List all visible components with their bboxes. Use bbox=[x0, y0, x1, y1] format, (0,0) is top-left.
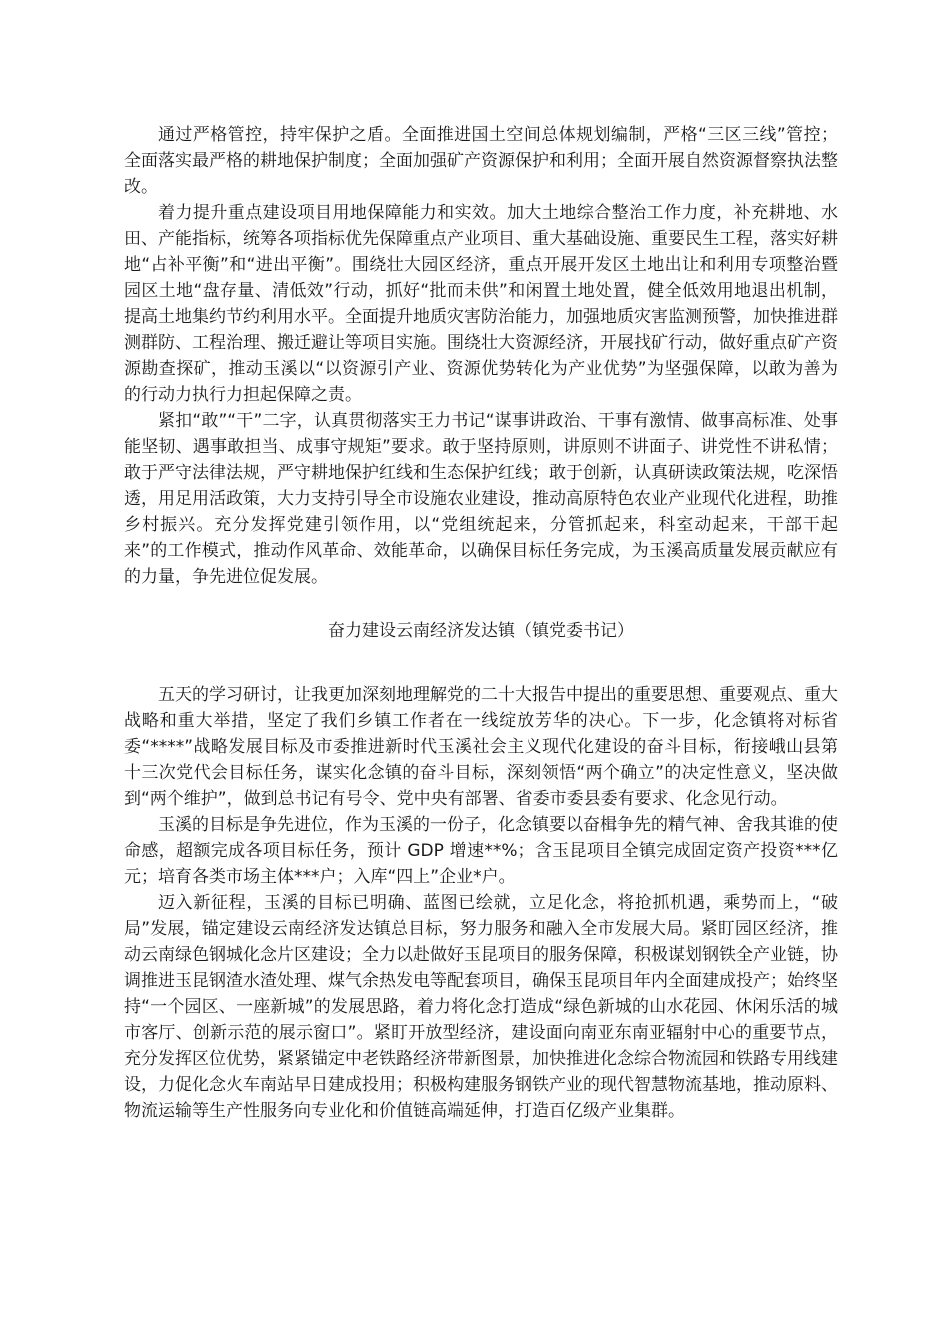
paragraph: 迈入新征程，玉溪的目标已明确、蓝图已绘就，立足化念，将抢抓机遇，乘势而上，“破局”发展，锚定建设云南经济发达镇总目标，努力服务和融入全市发展大局。紧盯园区经济，推动云南绿色钢城化念片区建设；全力以赴做好玉昆项目的服务保障，积极谋划钢铁全产业链，协调推进玉昆钢渣水渣处理、煤气余热发电等配套项目，确保玉昆项目年内全面建成投产；始终坚持“一个园区、一座新城”的发展思路，着力将化念打造成“绿色新城的山水花园、休闲乐活的城市客厅、创新示范的展示窗口”。紧盯开放型经济，建设面向南亚东南亚辐射中心的重要节点，充分发挥区位优势，紧紧锚定中老铁路经济带新图景，加快推进化念综合物流园和铁路专用线建设，力促化念火车南站早日建成投用；积极构建服务钢铁产业的现代智慧物流基地，推动原料、物流运输等生产性服务向专业化和价值链高端延伸，打造百亿级产业集群。 bbox=[124, 893, 838, 1121]
paragraph: 紧扣“敢”“干”二字，认真贯彻落实王力书记“谋事讲政治、干事有激情、做事高标准、处事能坚韧、遇事敢担当、成事守规矩”要求。敢于坚持原则，讲原则不讲面子、讲党性不讲私情；敢于严守法律法规，严守耕地保护红线和生态保护红线；敢于创新，认真研读政策法规，吃深悟透，用足用活政策，大力支持引导全市设施农业建设，推动高原特色农业产业现代化进程，助推乡村振兴。充分发挥党建引领作用，以“党组统起来，分管抓起来，科室动起来，干部干起来”的工作模式，推动作风革命、效能革命，以确保目标任务完成，为玉溪高质量发展贡献应有的力量，争先进位促发展。 bbox=[124, 411, 838, 587]
paragraph: 着力提升重点建设项目用地保障能力和实效。加大土地综合整治工作力度，补充耕地、水田、产能指标，统筹各项指标优先保障重点产业项目、重大基础设施、重要民生工程，落实好耕地“占补平衡”和“进出平衡”。围绕壮大园区经济，重点开展开发区土地出让和利用专项整治暨园区土地“盘存量、清低效”行动，抓好“批而未供”和闲置土地处置，健全低效用地退出机制，提高土地集约节约利用水平。全面提升地质灾害防治能力，加强地质灾害监测预警，加快推进群测群防、工程治理、搬迁避让等项目实施。围绕壮大资源经济，开展找矿行动，做好重点矿产资源勘查探矿，推动玉溪以“以资源引产业、资源优势转化为产业优势”为坚强保障，以敢为善为的行动力执行力担起保障之责。 bbox=[124, 203, 838, 405]
section-title: 奋力建设云南经济发达镇（镇党委书记） bbox=[328, 621, 634, 641]
document-page bbox=[124, 122, 838, 1124]
paragraph: 通过严格管控，持牢保护之盾。全面推进国土空间总体规划编制，严格“三区三线”管控；全面落实最严格的耕地保护制度；全面加强矿产资源保护和利用；全面开展自然资源督察执法整改。 bbox=[124, 125, 838, 197]
paragraph: 五天的学习研讨，让我更加深刻地理解党的二十大报告中提出的重要思想、重要观点、重大战略和重大举措，坚定了我们乡镇工作者在一线绽放芳华的决心。下一步，化念镇将对标省委“****”战略发展目标及市委推进新时代玉溪社会主义现代化建设的奋斗目标，衔接峨山县第十三次党代会目标任务，谋实化念镇的奋斗目标，深刻领悟“两个确立”的决定性意义，坚决做到“两个维护”，做到总书记有号令、党中央有部署、省委市委县委有要求、化念见行动。 bbox=[124, 685, 838, 809]
paragraph: 玉溪的目标是争先进位，作为玉溪的一份子，化念镇要以奋楫争先的精气神、舍我其谁的使命感，超额完成各项目标任务，预计 GDP 增速**%；含玉昆项目全镇完成固定资产投资***亿元；培育各类市场主体***户；入库“四上”企业*户。 bbox=[124, 815, 838, 887]
